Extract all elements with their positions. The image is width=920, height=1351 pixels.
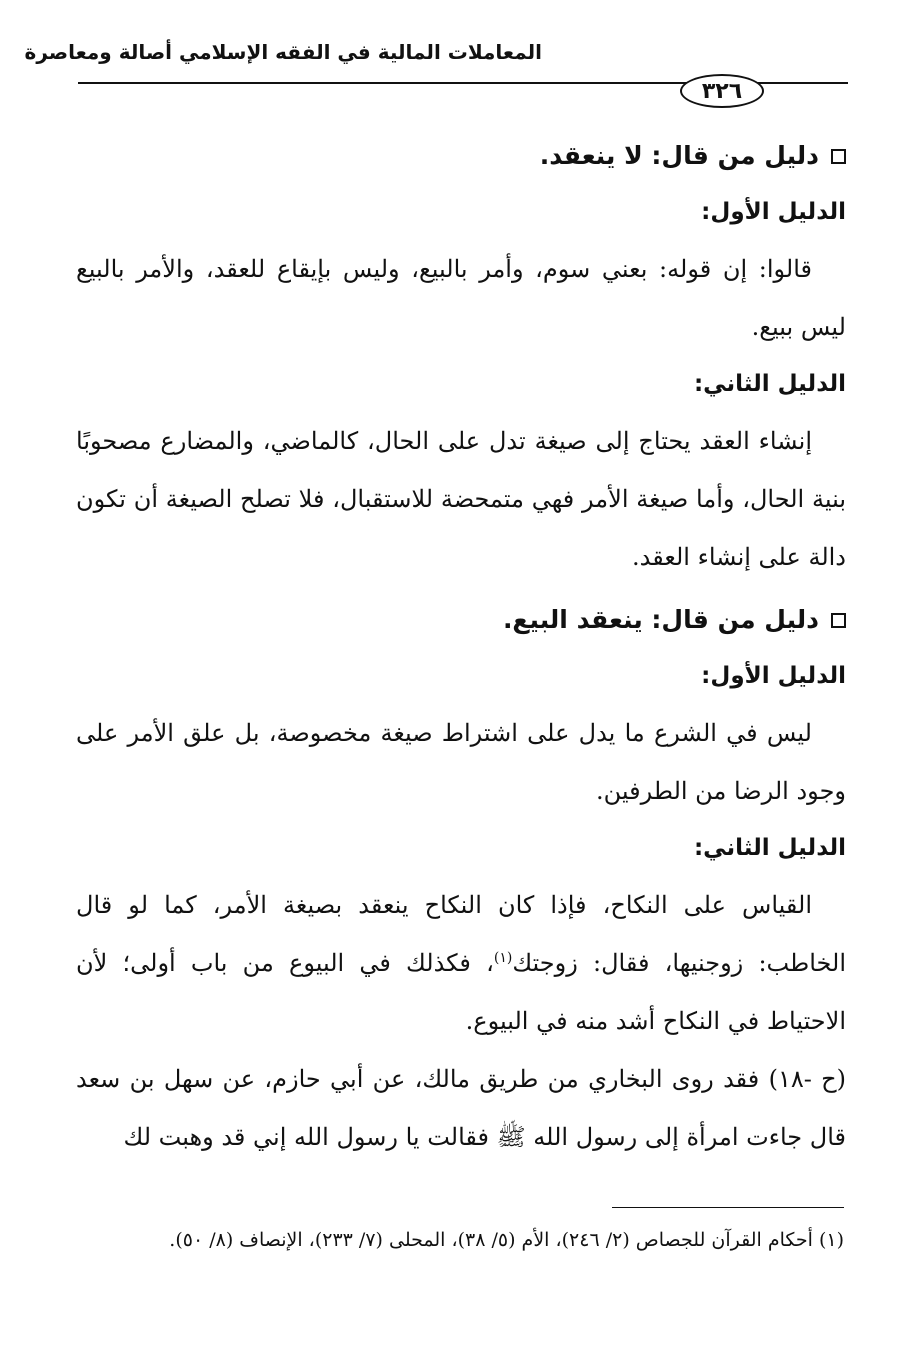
- evidence-label: الدليل الأول:: [701, 199, 846, 225]
- evidence-text-part: القياس على النكاح، فإذا كان النكاح ينعقد بصيغة الأمر، كما لو قال الخاطب: زوجنيها، فقال: زوجتك: [76, 891, 847, 977]
- evidence-text-part: ، فكذلك في البيوع من باب أولى؛ لأن الاحتياط في النكاح أشد منه في البيوع.: [76, 949, 846, 1035]
- running-header-title: المعاملات المالية في الفقه الإسلامي أصالة ومعاصرة: [24, 40, 542, 64]
- evidence-label: الدليل الثاني:: [693, 371, 846, 397]
- evidence-paragraph: ليس في الشرع ما يدل على اشتراط صيغة مخصوصة، بل علق الأمر على وجود الرضا من الطرفين.: [76, 719, 846, 805]
- footnote-divider: [612, 1207, 844, 1208]
- evidence-label: الدليل الأول:: [701, 663, 846, 689]
- evidence-paragraph: [76, 876, 846, 1050]
- square-bullet-icon: [831, 613, 846, 628]
- section-heading-not-concluded: [76, 128, 846, 184]
- page-number: ٣٢٦: [680, 74, 764, 108]
- evidence-paragraph: إنشاء العقد يحتاج إلى صيغة تدل على الحال، كالماضي، والمضارع مصحوبًا بنية الحال، وأما صيغة الأمر فهي متمحضة للاستقبال، فلا تصلح الصيغة أن تكون دالة على إنشاء العقد.: [76, 427, 846, 571]
- evidence-paragraph: قالوا: إن قوله: بعني سوم، وأمر بالبيع، وليس بإيقاع للعقد، والأمر بالبيع ليس ببيع.: [76, 255, 846, 341]
- footnote-reference[interactable]: (١): [493, 950, 513, 966]
- section-heading-concluded: [76, 592, 846, 648]
- footnote-1: (١) أحكام القرآن للجصاص (٢/ ٢٤٦)، الأم (٥/ ٣٨)، المحلى (٧/ ٢٣٣)، الإنصاف (٨/ ٥٠).: [169, 1229, 844, 1251]
- hadith-paragraph: (ح -١٨) فقد روى البخاري من طريق مالك، عن أبي حازم، عن سهل بن سعد قال جاءت امرأة إلى رسول الله ﷺ فقالت يا رسول الله إني قد وهبت لك: [76, 1065, 847, 1151]
- page-body: [76, 128, 846, 1166]
- square-bullet-icon: [831, 149, 846, 164]
- evidence-label: الدليل الثاني:: [693, 835, 846, 861]
- section-heading-text: دليل من قال: لا ينعقد.: [539, 141, 819, 170]
- section-heading-text: دليل من قال: ينعقد البيع.: [502, 605, 819, 634]
